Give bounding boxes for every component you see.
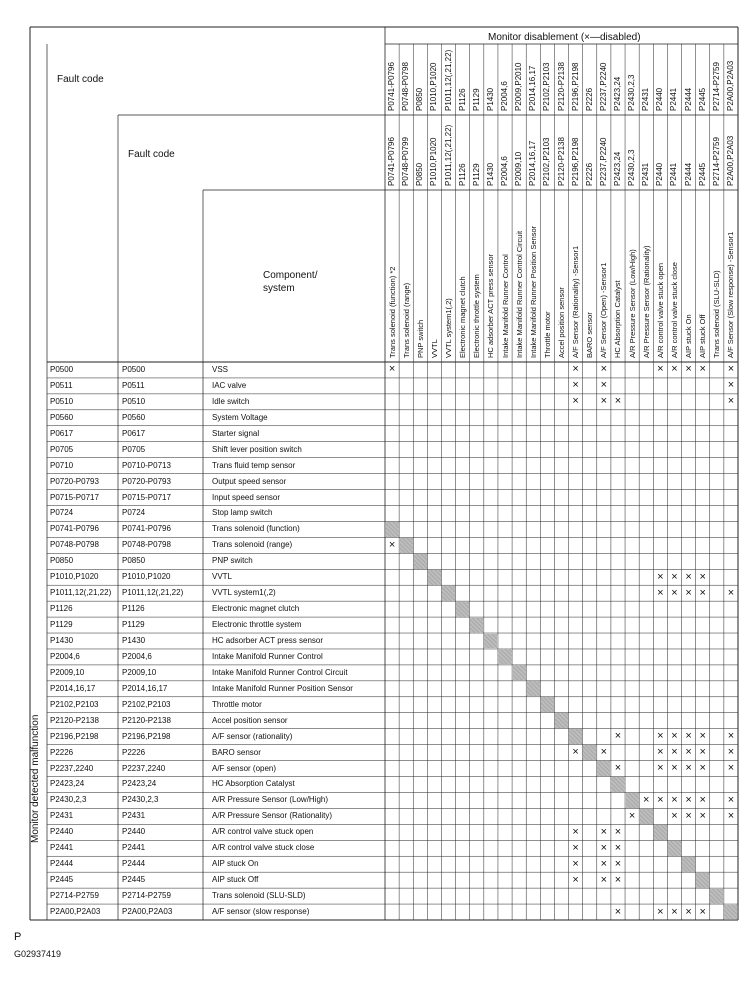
- row-code2: P2445: [122, 875, 146, 885]
- row-system: A/F sensor (open): [212, 763, 277, 773]
- row-code2: P2009,10: [122, 667, 157, 677]
- column-code2-label: P2A00,P2A03: [725, 135, 735, 186]
- shaded-cell: [626, 793, 639, 808]
- disabled-mark: ×: [614, 873, 622, 886]
- column-system-label: Trans solenoid (range): [401, 282, 411, 358]
- column-code2-label: P1011,12(,21,22): [443, 124, 453, 186]
- column-code1-label: P2226: [584, 87, 594, 111]
- disabled-mark: ×: [671, 586, 678, 599]
- row-code1: P1126: [50, 604, 73, 614]
- disabled-mark: ×: [628, 809, 636, 822]
- shaded-cell: [569, 729, 582, 744]
- footer-label: P: [14, 931, 22, 943]
- column-system-label: Throttle motor: [542, 311, 552, 358]
- row-code2: P2120-P2138: [122, 715, 171, 725]
- row-code2: P2431: [122, 811, 146, 821]
- disabled-mark: ×: [388, 363, 396, 376]
- row-system: Input speed sensor: [212, 492, 281, 502]
- row-system: Idle switch: [212, 396, 250, 406]
- disabled-mark: ×: [600, 746, 608, 759]
- row-code2: P0720-P0793: [122, 476, 171, 486]
- column-system-label: AIP stuck On: [684, 314, 694, 358]
- row-code1: P2A00,P2A03: [50, 907, 101, 917]
- column-code2-label: P2423,24: [612, 151, 622, 186]
- column-code1-label: P0850: [415, 87, 425, 111]
- shaded-cell: [611, 777, 624, 792]
- column-system-label: A/R control valve stuck open: [655, 262, 665, 358]
- row-code1: P0741-P0796: [50, 524, 99, 534]
- disabled-mark: ×: [727, 395, 735, 408]
- column-system-label: Accel position sensor: [557, 287, 566, 358]
- column-system-label: A/R control valve stuck close: [669, 262, 679, 358]
- fault-code-header-2: Fault code: [128, 149, 175, 160]
- disabled-mark: ×: [671, 905, 678, 918]
- row-system: VSS: [212, 364, 229, 374]
- row-code1: P2423,24: [50, 779, 85, 789]
- row-code2: P0617: [122, 428, 146, 438]
- disabled-mark: ×: [600, 825, 608, 838]
- row-system: VVTL system1(,2): [212, 588, 276, 598]
- column-system-label: A/R Pressure Sensor (Low/High): [627, 249, 637, 358]
- disabled-mark: ×: [572, 379, 579, 392]
- disabled-mark: ×: [572, 857, 579, 870]
- disabled-mark: ×: [572, 395, 579, 408]
- column-code2-label: P2237,P2240: [598, 137, 608, 186]
- shaded-cell: [386, 522, 399, 537]
- column-code1-label: P2120-P2138: [556, 62, 566, 111]
- column-code1-label: P1011,12(,21,22): [443, 49, 453, 111]
- column-code2-label: P1430: [485, 162, 495, 186]
- row-code1: P2445: [50, 875, 74, 885]
- disabled-mark: ×: [699, 363, 706, 376]
- row-system: A/F sensor (slow response): [212, 907, 310, 917]
- column-code1-label: P2441: [669, 87, 679, 111]
- disabled-mark: ×: [699, 570, 706, 583]
- row-code1: P1011,12(,21,22): [50, 588, 112, 598]
- row-code1: P0724: [50, 508, 74, 518]
- disabled-mark: ×: [600, 395, 608, 408]
- row-code1: P2102,P2103: [50, 699, 99, 709]
- shaded-cell: [513, 665, 526, 680]
- row-code2: P2714-P2759: [122, 891, 171, 901]
- disabled-mark: ×: [600, 841, 608, 854]
- row-system: HC adsorber ACT press sensor: [212, 636, 324, 645]
- disabled-mark: ×: [699, 809, 706, 822]
- shaded-cell: [527, 681, 540, 696]
- disabled-mark: ×: [614, 395, 622, 408]
- column-code1-label: P2431: [641, 87, 651, 111]
- disabled-mark: ×: [685, 570, 692, 583]
- row-code1: P0510: [50, 396, 74, 406]
- column-code1-label: P0748-P0798: [401, 62, 411, 111]
- column-system-label: Intake Manifold Runner Control Circuit: [514, 230, 524, 358]
- shaded-cell: [724, 905, 737, 920]
- row-code2: P1011,12(,21,22): [122, 588, 184, 598]
- row-code1: P0705: [50, 444, 74, 454]
- column-code1-label: P2445: [697, 87, 707, 111]
- shaded-cell: [456, 602, 469, 617]
- shaded-cell: [414, 554, 427, 569]
- disabled-mark: ×: [657, 905, 664, 918]
- shaded-cell: [442, 586, 455, 601]
- row-code1: P2440: [50, 827, 74, 837]
- disabled-mark: ×: [699, 793, 706, 806]
- row-code2: P2237,2240: [122, 763, 166, 773]
- row-system: VVTL: [212, 572, 233, 582]
- row-system: BARO sensor: [212, 747, 261, 757]
- shaded-cell: [555, 713, 568, 728]
- row-code1: P2196,P2198: [50, 731, 99, 741]
- row-code1: P0720-P0793: [50, 476, 99, 486]
- row-code1: P2431: [50, 811, 74, 821]
- row-code2: P0510: [122, 396, 146, 406]
- column-code1-label: P2423,24: [612, 76, 622, 111]
- disabled-mark: ×: [671, 762, 678, 775]
- disabled-mark: ×: [699, 730, 706, 743]
- row-system: Intake Manifold Runner Control: [212, 651, 323, 661]
- disabled-mark: ×: [388, 538, 396, 551]
- column-code2-label: P2714-P2759: [711, 137, 721, 186]
- disabled-mark: ×: [572, 873, 579, 886]
- row-system: A/R control valve stuck open: [212, 827, 314, 837]
- column-system-label: A/F Sensor (Rationality) -Sensor1: [571, 245, 581, 358]
- disabled-mark: ×: [727, 363, 735, 376]
- disabled-mark: ×: [699, 762, 706, 775]
- column-system-label: VVTL: [429, 339, 439, 358]
- row-code2: P2430,2,3: [122, 795, 159, 805]
- shaded-cell: [640, 809, 653, 824]
- disabled-mark: ×: [727, 762, 735, 775]
- column-code2-label: P2102,P2103: [542, 137, 552, 186]
- row-code2: P1430: [122, 636, 146, 645]
- row-code1: P1010,P1020: [50, 572, 99, 582]
- row-code2: P1126: [122, 604, 145, 614]
- column-code1-label: P2009,P2010: [514, 62, 524, 111]
- row-code1: P1430: [50, 636, 74, 645]
- column-system-label: PNP switch: [415, 319, 425, 358]
- column-system-label: HC adsorber ACT press sensor: [486, 253, 496, 358]
- column-code2-label: P0741-P0796: [387, 137, 397, 186]
- table-title: Monitor disablement (×—disabled): [488, 32, 641, 43]
- column-system-label: A/R Pressure Sensor (Rationality): [641, 245, 651, 358]
- column-code2-label: P0748-P0799: [401, 137, 411, 186]
- row-system: Shift lever position switch: [212, 444, 302, 454]
- column-code1-label: P2014,16,17: [528, 65, 538, 111]
- row-code1: P2714-P2759: [50, 891, 99, 901]
- column-code2-label: P2226: [584, 162, 594, 186]
- disabled-mark: ×: [727, 809, 735, 822]
- row-code1: P0617: [50, 428, 74, 438]
- row-system: A/F sensor (rationality): [212, 731, 293, 741]
- row-code1: P0850: [50, 556, 74, 566]
- column-system-label: Trans solenoid (SLU-SLD): [712, 270, 722, 358]
- column-code1-label: P1010,P1020: [429, 62, 439, 111]
- disabled-mark: ×: [657, 730, 664, 743]
- row-code2: P2014,16,17: [122, 683, 168, 693]
- disabled-mark: ×: [727, 746, 735, 759]
- column-code2-label: P2196,P2198: [570, 137, 580, 186]
- disabled-mark: ×: [685, 730, 692, 743]
- column-system-label: Electronic throttle system: [472, 274, 482, 358]
- column-code1-label: P2237,P2240: [598, 62, 608, 111]
- column-code2-label: P2014,16,17: [528, 140, 538, 186]
- row-system: Electronic magnet clutch: [212, 604, 300, 614]
- row-code1: P0715-P0717: [50, 492, 99, 502]
- column-code2-label: P2441: [669, 162, 679, 186]
- row-code2: P0724: [122, 508, 146, 518]
- disabled-mark: ×: [727, 379, 735, 392]
- shaded-cell: [470, 618, 483, 633]
- row-code2: P2226: [122, 747, 146, 757]
- row-code2: P0741-P0796: [122, 524, 171, 534]
- column-code1-label: P2A00,P2A03: [725, 60, 735, 111]
- disabled-mark: ×: [699, 586, 706, 599]
- row-code2: P1129: [122, 620, 145, 630]
- row-code2: P2A00,P2A03: [122, 907, 173, 917]
- disabled-mark: ×: [657, 793, 664, 806]
- disabled-mark: ×: [657, 586, 664, 599]
- row-system: Intake Manifold Runner Control Circuit: [212, 667, 348, 677]
- disabled-mark: ×: [614, 841, 622, 854]
- row-system: Trans fluid temp sensor: [212, 460, 296, 470]
- side-label: Monitor detected malfunction: [30, 714, 41, 843]
- disabled-mark: ×: [600, 857, 608, 870]
- disabled-mark: ×: [600, 379, 608, 392]
- row-system: Accel position sensor: [212, 715, 288, 725]
- row-code1: P2226: [50, 747, 74, 757]
- disabled-mark: ×: [614, 730, 622, 743]
- row-system: Throttle motor: [212, 699, 262, 709]
- disabled-mark: ×: [614, 857, 622, 870]
- row-system: A/R control valve stuck close: [212, 843, 315, 853]
- shaded-cell: [682, 857, 695, 872]
- disabled-mark: ×: [572, 363, 579, 376]
- disabled-mark: ×: [685, 905, 692, 918]
- disabled-mark: ×: [572, 825, 579, 838]
- row-code1: P2014,16,17: [50, 683, 96, 693]
- row-system: System Voltage: [212, 412, 268, 422]
- disabled-mark: ×: [671, 570, 678, 583]
- row-code2: P0850: [122, 556, 146, 566]
- disabled-mark: ×: [671, 746, 678, 759]
- row-system: Intake Manifold Runner Position Sensor: [212, 683, 353, 693]
- disabled-mark: ×: [614, 825, 622, 838]
- column-code2-label: P2004,6: [500, 156, 510, 186]
- column-code2-label: P2440: [655, 162, 665, 186]
- fault-code-header-1: Fault code: [57, 74, 104, 85]
- row-code2: P0560: [122, 412, 146, 422]
- column-code2-label: P2120-P2138: [556, 137, 566, 186]
- disabled-mark: ×: [600, 363, 608, 376]
- disabled-mark: ×: [657, 762, 664, 775]
- row-code2: P2444: [122, 859, 146, 869]
- column-code1-label: P2714-P2759: [711, 62, 721, 111]
- row-code2: P0511: [122, 380, 145, 390]
- shaded-cell: [498, 649, 511, 664]
- disabled-mark: ×: [671, 363, 678, 376]
- disabled-mark: ×: [685, 762, 692, 775]
- column-code1-label: P2444: [683, 87, 693, 111]
- column-code2-label: P1010,P1020: [429, 137, 439, 186]
- shaded-cell: [541, 697, 554, 712]
- disabled-mark: ×: [671, 730, 678, 743]
- row-code1: P0500: [50, 364, 74, 374]
- row-code1: P2441: [50, 843, 74, 853]
- disabled-mark: ×: [685, 363, 692, 376]
- row-system: Trans solenoid (range): [212, 540, 293, 550]
- component-system-header: Component/ system: [263, 270, 318, 294]
- shaded-cell: [654, 825, 667, 840]
- column-code1-label: P1126: [457, 88, 467, 111]
- row-system: Starter signal: [212, 428, 260, 438]
- figure-id: G02937419: [14, 949, 62, 959]
- row-system: Trans solenoid (SLU-SLD): [212, 891, 306, 901]
- column-code1-label: P2440: [655, 87, 665, 111]
- disabled-mark: ×: [671, 809, 678, 822]
- disabled-mark: ×: [572, 841, 579, 854]
- column-system-label: Intake Manifold Runner Position Sensor: [528, 225, 538, 358]
- column-system-label: HC Absorption Catalyst: [613, 280, 623, 358]
- row-system: A/R Pressure Sensor (Rationality): [212, 811, 333, 821]
- row-code2: P2440: [122, 827, 146, 837]
- row-code2: P0500: [122, 364, 146, 374]
- column-system-label: A/F Sensor (Open) -Sensor1: [599, 262, 609, 358]
- column-code2-label: P1129: [471, 163, 481, 186]
- disabled-mark: ×: [727, 793, 735, 806]
- shaded-cell: [710, 889, 723, 904]
- disabled-mark: ×: [600, 873, 608, 886]
- shaded-cell: [400, 538, 413, 553]
- shaded-cell: [583, 745, 596, 760]
- row-system: IAC valve: [212, 380, 247, 390]
- row-system: AIP stuck Off: [212, 875, 259, 885]
- row-code2: P2102,P2103: [122, 699, 171, 709]
- column-code1-label: P2196,P2198: [570, 62, 580, 111]
- disabled-mark: ×: [657, 746, 664, 759]
- disabled-mark: ×: [614, 762, 622, 775]
- disabled-mark: ×: [685, 586, 692, 599]
- column-code2-label: P2431: [641, 162, 651, 186]
- disabled-mark: ×: [614, 905, 622, 918]
- row-system: PNP switch: [212, 556, 253, 566]
- column-code1-label: P0741-P0796: [387, 62, 397, 111]
- disabled-mark: ×: [685, 809, 692, 822]
- column-system-label: A/F Sensor (Slow response) -Sensor1: [726, 231, 736, 358]
- row-code1: P0511: [50, 380, 73, 390]
- row-system: Stop lamp switch: [212, 508, 273, 518]
- row-code1: P0710: [50, 460, 74, 470]
- disabled-mark: ×: [685, 746, 692, 759]
- column-code2-label: P1126: [457, 163, 467, 186]
- row-code2: P0748-P0798: [122, 540, 171, 550]
- shaded-cell: [668, 841, 681, 856]
- row-code1: P2444: [50, 859, 74, 869]
- row-system: Trans solenoid (function): [212, 524, 300, 534]
- row-code1: P2120-P2138: [50, 715, 99, 725]
- row-code2: P0710-P0713: [122, 460, 171, 470]
- column-system-label: BARO sensor: [585, 312, 595, 358]
- row-code2: P2441: [122, 843, 146, 853]
- disabled-mark: ×: [642, 793, 650, 806]
- row-system: Electronic throttle system: [212, 620, 302, 630]
- column-system-label: Intake Manifold Runner Control: [500, 254, 510, 358]
- row-code1: P2009,10: [50, 667, 85, 677]
- shaded-cell: [484, 634, 497, 649]
- disabled-mark: ×: [685, 793, 692, 806]
- disabled-mark: ×: [657, 363, 664, 376]
- disabled-mark: ×: [572, 746, 579, 759]
- row-system: AIP stuck On: [212, 859, 259, 869]
- shaded-cell: [597, 761, 610, 776]
- row-code2: P2196,P2198: [122, 731, 171, 741]
- column-system-label: Electronic magnet clutch: [458, 276, 468, 358]
- row-code1: P0748-P0798: [50, 540, 99, 550]
- disabled-mark: ×: [727, 586, 735, 599]
- column-code1-label: P1430: [485, 87, 495, 111]
- row-code2: P2004,6: [122, 651, 152, 661]
- disabled-mark: ×: [699, 746, 706, 759]
- row-code2: P1010,P1020: [122, 572, 171, 582]
- disabled-mark: ×: [699, 905, 706, 918]
- column-code2-label: P2009,10: [514, 151, 524, 186]
- row-code1: P2430,2,3: [50, 795, 87, 805]
- column-system-label: AIP stuck Off: [698, 314, 708, 358]
- row-system: A/R Pressure Sensor (Low/High): [212, 795, 329, 805]
- column-code2-label: P2430,2,3: [627, 149, 637, 186]
- row-code2: P0715-P0717: [122, 492, 171, 502]
- disabled-mark: ×: [727, 730, 735, 743]
- column-code2-label: P2445: [697, 162, 707, 186]
- row-system: Output speed sensor: [212, 476, 287, 486]
- disabled-mark: ×: [657, 570, 664, 583]
- column-system-label: Trans solenoid (function) *2: [387, 266, 397, 358]
- column-code1-label: P2004,6: [500, 81, 510, 111]
- shaded-cell: [696, 873, 709, 888]
- row-code2: P0705: [122, 444, 146, 454]
- row-system: HC Absorption Catalyst: [212, 779, 295, 789]
- row-code1: P2237,2240: [50, 763, 94, 773]
- disabled-mark: ×: [671, 793, 678, 806]
- column-code2-label: P0850: [415, 162, 425, 186]
- row-code1: P1129: [50, 620, 73, 630]
- column-system-label: VVTL system1(,2): [444, 298, 454, 358]
- row-code1: P2004,6: [50, 651, 80, 661]
- row-code1: P0560: [50, 412, 74, 422]
- column-code2-label: P2444: [683, 162, 693, 186]
- row-code2: P2423,24: [122, 779, 157, 789]
- shaded-cell: [428, 570, 441, 585]
- column-code1-label: P2430,2,3: [627, 74, 637, 111]
- column-code1-label: P2102,P2103: [542, 62, 552, 111]
- column-code1-label: P1129: [471, 88, 481, 111]
